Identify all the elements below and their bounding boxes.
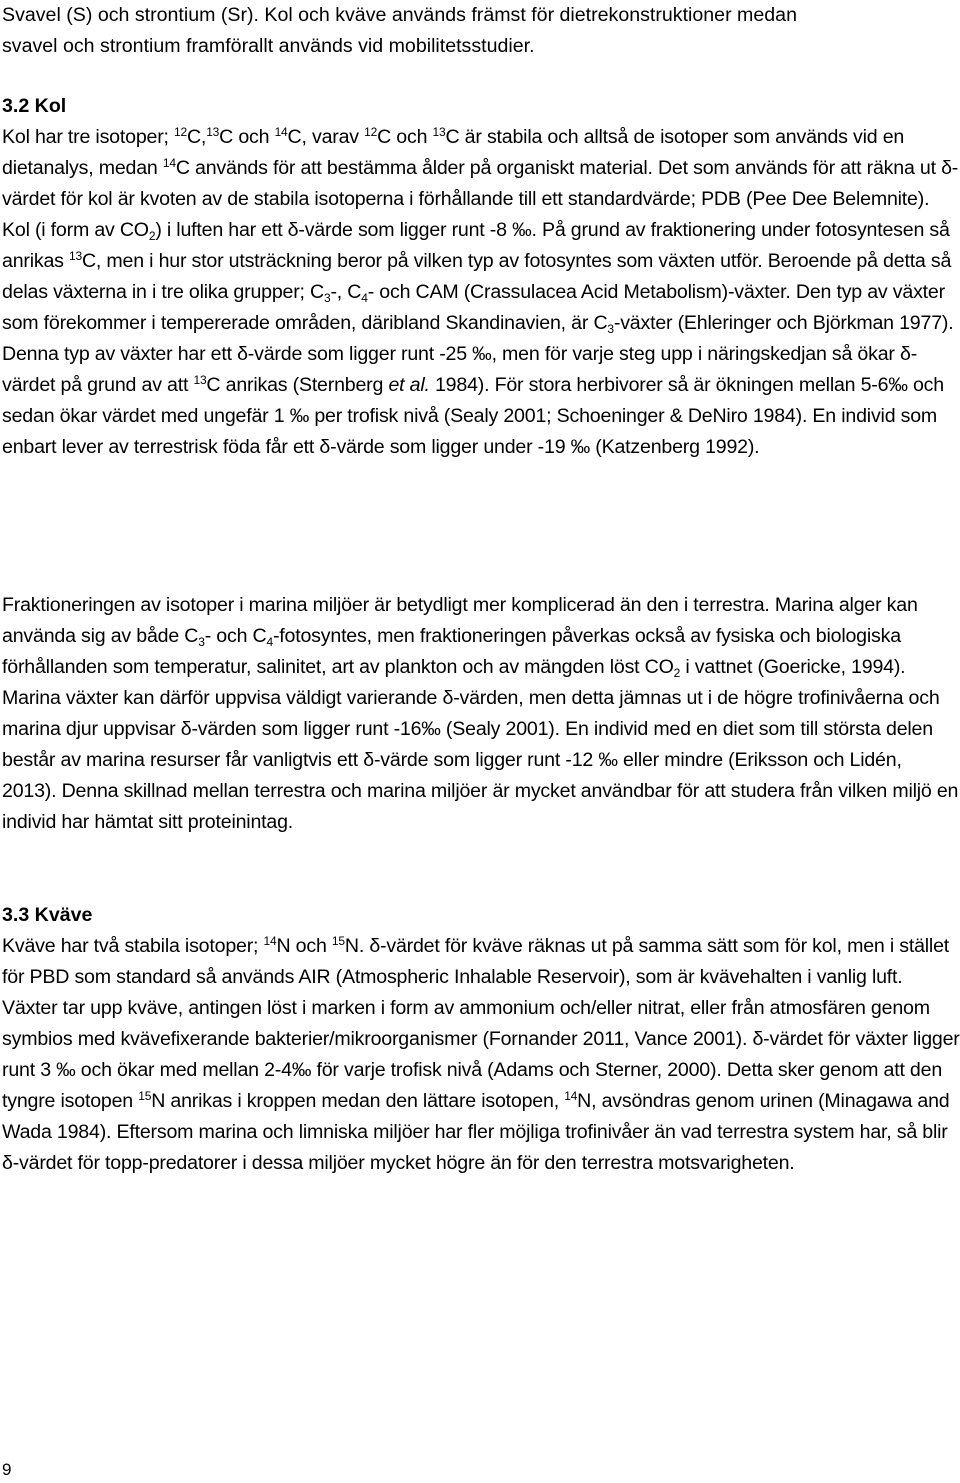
superscript: 12 bbox=[364, 125, 378, 140]
text-run: Fraktioneringen av isotoper i marina miljöer är betydligt mer komplicerad än den i terrestra. Marina alger kan använda sig av både C bbox=[2, 594, 918, 647]
subscript: 4 bbox=[361, 290, 368, 305]
text-run: - och C bbox=[204, 625, 267, 647]
subscript: 2 bbox=[148, 228, 156, 243]
superscript: 15 bbox=[138, 1089, 152, 1104]
text-run: C, bbox=[186, 126, 207, 148]
text-run: Kol har tre isotoper; bbox=[2, 126, 175, 148]
text-run: N. δ-värdet för kväve räknas ut på samma sätt som för kol, men i stället för PBD som standard så används AIR (Atmospheric Inhalable Reservoir), som är kvävehalten i vanlig luft. Växter tar upp kväve, antingen löst i marken i form av ammonium och/eller nitrat, eller från atmosfären genom symbios med kvävefixerande bakterier/mikroorganismer (Fornander 2011, Vance 2001). δ-värdet för växter ligger runt 3 ‰ och ökar med mellan 2-4‰ för varje trofisk nivå (Adams och Sterner, 2000). Detta sker genom att den tyngre isotopen bbox=[2, 935, 960, 1112]
text-run: i vattnet (Goericke, 1994). Marina växter kan därför uppvisa väldigt varierande δ-värden, men detta jämnas ut i de högre trofinivåerna och marina djur uppvisar δ-värden som ligger runt -16‰ (Sealy 2001). En individ med en diet som till största delen består av marina resurser får vanligtvis ett δ-värde som ligger runt -12 ‰ eller mindre (Eriksson och Lidén, 2013). Denna skillnad mellan terrestra och marina miljöer är mycket användbar för att studera från vilken miljö en individ har hämtat sitt proteinintag. bbox=[2, 656, 959, 833]
section-heading-kol: 3.2 Kol bbox=[2, 95, 67, 117]
subscript: 3 bbox=[324, 290, 331, 305]
text-run: N och bbox=[276, 935, 332, 957]
page-number: 9 bbox=[2, 1460, 12, 1479]
text-run: - och CAM (Crassulacea Acid Metabolism)-växter. Den typ av växter som förekommer i tempererade områden, däribland Skandinavien, är C bbox=[2, 281, 945, 334]
superscript: 13 bbox=[206, 125, 220, 140]
intro-line-2: svavel och strontium framförallt används vid mobilitetsstudier. bbox=[2, 35, 535, 57]
text-run: C anrikas (Sternberg bbox=[206, 374, 389, 396]
text-run: C används för att bestämma ålder på organiskt material. Det som används för att räkna ut δ-värdet för kol är kvoten av de stabila isotoperna i förhållande till ett standardvärde; PDB (Pee Dee Belemnite). Kol (i form av CO bbox=[2, 157, 959, 241]
text-run: N anrikas i kroppen medan den lättare isotopen, bbox=[151, 1090, 565, 1112]
text-run: C och bbox=[219, 126, 275, 148]
text-run: -, C bbox=[330, 281, 362, 303]
subscript: 3 bbox=[198, 634, 205, 649]
kvave-paragraph-1 bbox=[2, 931, 960, 1179]
kol-paragraph-2 bbox=[2, 590, 960, 838]
italic-et-al: et al. bbox=[388, 374, 430, 396]
text-run: -växter (Ehleringer och Björkman 1977). Denna typ av växter har ett δ-värde som ligger runt -25 ‰, men för varje steg upp i näringskedjan så ökar δ-värdet på grund av att bbox=[2, 312, 954, 396]
text-run: C, men i hur stor utsträckning beror på vilken typ av fotosyntes som växten utför. Beroende på detta så delas växterna in i tre olika grupper; C bbox=[2, 250, 952, 303]
text-run: ) i luften har ett δ-värde som ligger runt -8 ‰. På grund av fraktionering under fotosyntesen så anrikas bbox=[2, 219, 950, 272]
intro-line-1: Svavel (S) och strontium (Sr). Kol och kväve används främst för dietrekonstruktioner medan bbox=[2, 4, 797, 26]
superscript: 13 bbox=[193, 373, 207, 388]
text-run: N, avsöndras genom urinen (Minagawa and Wada 1984). Eftersom marina och limniska miljöer har fler möjliga trofinivåer än vad terrestra system har, så blir δ-värdet för topp-predatorer i dessa miljöer mycket högre än för den terrestra motsvarigheten. bbox=[2, 1090, 950, 1174]
text-run: 1984). För stora herbivorer så är ökningen mellan 5-6‰ och sedan ökar värdet med ungefär 1 ‰ per trofisk nivå (Sealy 2001; Schoeninger & DeNiro 1984). En individ som enbart lever av terrestrisk föda får ett δ-värde som ligger under -19 ‰ (Katzenberg 1992). bbox=[2, 374, 944, 458]
subscript: 2 bbox=[673, 665, 681, 680]
superscript: 14 bbox=[564, 1089, 578, 1104]
superscript: 14 bbox=[274, 125, 288, 140]
text-run: Kväve har två stabila isotoper; bbox=[2, 935, 264, 957]
superscript: 15 bbox=[331, 934, 345, 949]
superscript: 14 bbox=[263, 934, 277, 949]
text-run: C och bbox=[377, 126, 433, 148]
subscript: 3 bbox=[607, 321, 614, 336]
superscript: 14 bbox=[162, 156, 176, 171]
text-run: -fotosyntes, men fraktioneringen påverkas också av fysiska och biologiska förhållanden som temperatur, salinitet, art av plankton och av mängden löst CO bbox=[2, 625, 901, 678]
superscript: 13 bbox=[432, 125, 446, 140]
superscript: 13 bbox=[69, 249, 82, 264]
section-heading-kvave: 3.3 Kväve bbox=[2, 904, 93, 926]
subscript: 4 bbox=[266, 634, 273, 649]
kol-paragraph-1 bbox=[2, 122, 960, 463]
superscript: 12 bbox=[174, 125, 187, 140]
text-run: C, varav bbox=[287, 126, 365, 148]
text-run: C är stabila och alltså de isotoper som används vid en dietanalys, medan bbox=[2, 126, 905, 179]
intro-paragraph bbox=[2, 0, 960, 62]
